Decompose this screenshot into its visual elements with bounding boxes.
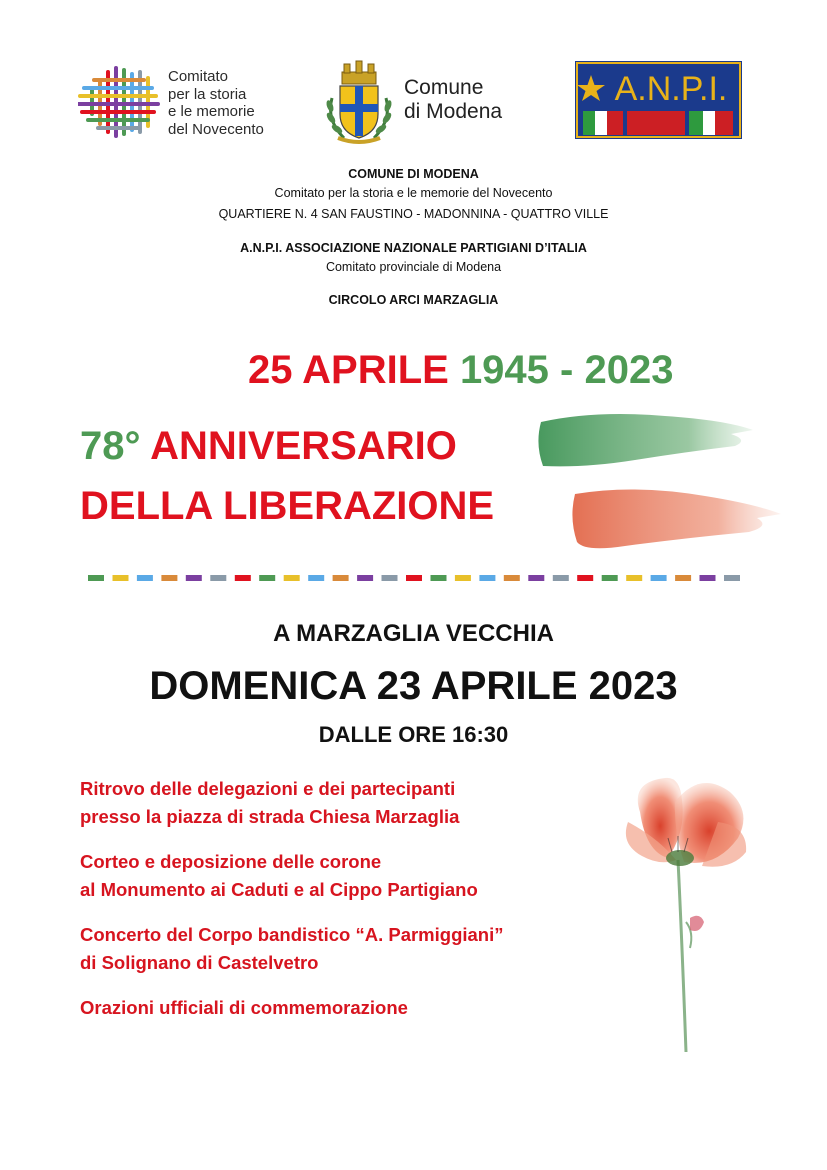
title-anniversary — [80, 422, 494, 530]
org1-name: COMUNE DI MODENA — [348, 167, 479, 181]
program-item — [80, 921, 620, 977]
divider-dash — [577, 575, 593, 581]
divider-dash — [186, 575, 202, 581]
divider-dash — [333, 575, 349, 581]
poppy-flower-icon — [620, 772, 770, 1057]
event-place: A MARZAGLIA VECCHIA — [273, 620, 554, 647]
org1-sub2: QUARTIERE N. 4 SAN FAUSTINO - MADONNINA - QUATTRO VILLE — [218, 207, 609, 221]
title-date: 25 APRILE — [248, 348, 449, 392]
org2-name: A.N.P.I. ASSOCIAZIONE NAZIONALE PARTIGIANI D’ITALIA — [240, 241, 587, 255]
program-item-2-line-2: al Monumento ai Caduti e al Cippo Partigiano — [80, 879, 478, 900]
divider-dash — [553, 575, 569, 581]
title-years: 1945 - 2023 — [459, 348, 674, 392]
woven-grid-icon — [78, 66, 160, 138]
crest-icon — [322, 58, 396, 146]
divider-dash — [700, 575, 716, 581]
divider-dash — [382, 575, 398, 581]
program-item — [80, 848, 620, 904]
event-date: DOMENICA 23 APRILE 2023 — [149, 664, 678, 708]
divider-dash — [431, 575, 447, 581]
event-time: DALLE ORE 16:30 — [318, 722, 509, 747]
divider-dash — [528, 575, 544, 581]
title-ordinal: 78° — [80, 424, 141, 468]
comune-logo-text — [404, 76, 502, 124]
comune-line-1: Comune — [404, 76, 484, 99]
divider-dash — [161, 575, 177, 581]
divider-dash — [602, 575, 618, 581]
divider-dash — [137, 575, 153, 581]
comune-logo — [322, 58, 542, 148]
divider-dash — [626, 575, 642, 581]
divider-dash — [357, 575, 373, 581]
divider-dash — [259, 575, 275, 581]
divider-dash — [235, 575, 251, 581]
program-list — [80, 775, 620, 1039]
title-line-3: DELLA LIBERAZIONE — [80, 484, 495, 528]
italian-flag-brush-icon — [535, 408, 785, 558]
org1-sub1: Comitato per la storia e le memorie del Novecento — [274, 186, 553, 200]
committee-logo-text — [168, 68, 264, 138]
anpi-logo — [575, 61, 742, 139]
committee-line-3: e le memorie — [168, 103, 255, 120]
program-item-1-line-1: Ritrovo delle delegazioni e dei partecipanti — [80, 778, 456, 799]
divider-dash — [651, 575, 667, 581]
divider-dash — [724, 575, 740, 581]
divider-dash — [675, 575, 691, 581]
divider-dash — [504, 575, 520, 581]
committee-line-4: del Novecento — [168, 120, 264, 138]
divider-dash — [88, 575, 104, 581]
divider-dash — [308, 575, 324, 581]
program-item-1-line-2: presso la piazza di strada Chiesa Marzaglia — [80, 806, 460, 827]
committee-logo — [78, 64, 308, 144]
anpi-logo-text: A.N.P.I. — [614, 70, 728, 108]
org3-name: CIRCOLO ARCI MARZAGLIA — [328, 293, 499, 307]
title-line-2 — [80, 422, 494, 470]
committee-line-2: per la storia — [168, 85, 247, 103]
divider-dash — [455, 575, 471, 581]
program-item-2-line-1: Corteo e deposizione delle corone — [80, 851, 382, 872]
program-item — [80, 775, 620, 831]
colored-dash-divider — [88, 575, 740, 583]
divider-dash — [284, 575, 300, 581]
divider-dash — [210, 575, 226, 581]
org2-sub: Comitato provinciale di Modena — [325, 260, 502, 274]
title-date-line — [248, 348, 673, 393]
program-item-3-line-1: Concerto del Corpo bandistico “A. Parmiggiani” — [80, 924, 504, 945]
program-item-3-line-2: di Solignano di Castelvetro — [80, 952, 319, 973]
title-anniversario: ANNIVERSARIO — [150, 424, 457, 468]
program-item-4-line-1: Orazioni ufficiali di commemorazione — [80, 997, 408, 1018]
divider-dash — [479, 575, 495, 581]
program-item — [80, 994, 620, 1022]
comune-line-2: di Modena — [404, 100, 503, 123]
committee-line-1: Comitato — [168, 68, 229, 85]
divider-dash — [406, 575, 422, 581]
divider-dash — [113, 575, 129, 581]
